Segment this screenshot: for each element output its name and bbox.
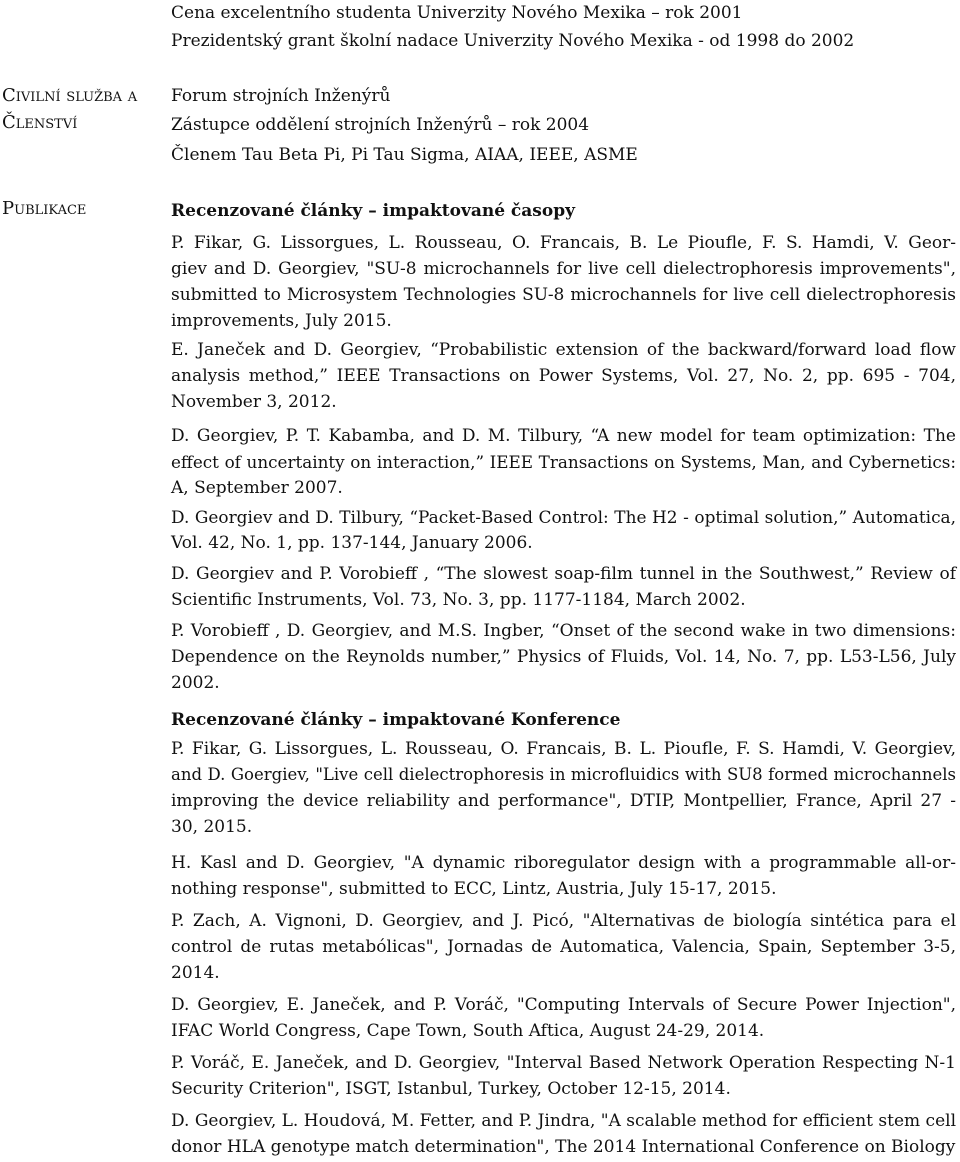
journal-entry xyxy=(171,618,956,696)
journal-entry xyxy=(171,230,956,334)
pub-line: P. Fikar, G. Lissorgues, L. Rousseau, O. Francais, B. L. Pioufle, F. S. Hamdi, V. Georgiev, xyxy=(171,739,956,759)
journal-entry xyxy=(171,504,956,556)
pub-line: Scientific Instruments, Vol. 73, No. 3, pp. 1177-1184, March 2002. xyxy=(171,590,746,610)
award-item: Prezidentský grant školní nadace Univerzity Nového Mexika - od 1998 do 2002 xyxy=(171,31,855,51)
pub-line: D. Georgiev, E. Janeček, and P. Voráč, "Computing Intervals of Secure Power Injection", xyxy=(171,995,956,1015)
pub-line: 30, 2015. xyxy=(171,817,253,837)
pub-line: submitted to Microsystem Technologies SU-8 microchannels for live cell dielectrophoresis xyxy=(171,285,956,305)
service-item: Zástupce oddělení strojních Inženýrů – rok 2004 xyxy=(171,115,590,135)
pub-line: P. Voráč, E. Janeček, and D. Georgiev, "Interval Based Network Operation Respecting N-1 xyxy=(171,1053,956,1073)
pub-line: nothing response", submitted to ECC, Lintz, Austria, July 15-17, 2015. xyxy=(171,879,777,899)
pub-line: Dependence on the Reynolds number,” Physics of Fluids, Vol. 14, No. 7, pp. L53-L56, July xyxy=(171,647,956,667)
pub-line: November 3, 2012. xyxy=(171,392,337,412)
pub-line: improvements, July 2015. xyxy=(171,311,392,331)
section-label-publications: Publikace xyxy=(2,198,87,219)
pub-line: P. Fikar, G. Lissorgues, L. Rousseau, O. Francais, B. Le Pioufle, F. S. Hamdi, V. Geor- xyxy=(171,233,956,253)
pub-line: improving the device reliability and performance", DTIP, Montpellier, France, April 27 - xyxy=(171,791,956,811)
journal-entry xyxy=(171,561,956,613)
pub-line: 2014. xyxy=(171,963,220,983)
pub-line: IFAC World Congress, Cape Town, South Aftica, August 24-29, 2014. xyxy=(171,1021,765,1041)
pub-line: D. Georgiev, L. Houdová, M. Fetter, and P. Jindra, "A scalable method for efficient stem cell xyxy=(171,1111,956,1131)
pub-line: 2002. xyxy=(171,673,220,693)
pub-line: donor HLA genotype match determination", The 2014 International Conference on Biology xyxy=(171,1137,956,1157)
journals-heading: Recenzované články – impaktované časopy xyxy=(171,201,575,221)
pub-line: P. Zach, A. Vignoni, D. Georgiev, and J. Picó, "Alternativas de biología sintética para el xyxy=(171,911,956,931)
pub-line: D. Georgiev, P. T. Kabamba, and D. M. Tilbury, “A new model for team optimization: The xyxy=(171,426,956,446)
pub-line: control de rutas metabólicas", Jornadas de Automatica, Valencia, Spain, September 3-5, xyxy=(171,937,956,957)
pub-line: E. Janeček and D. Georgiev, “Probabilistic extension of the backward/forward load flow xyxy=(171,340,956,360)
service-item: Forum strojních Inženýrů xyxy=(171,86,391,106)
pub-line: A, September 2007. xyxy=(171,478,343,498)
section-label-membership: Členství xyxy=(2,112,78,133)
journal-entry xyxy=(171,423,956,501)
conference-entry xyxy=(171,736,956,840)
conference-entry xyxy=(171,992,956,1044)
pub-line: giev and D. Georgiev, "SU-8 microchannels for live cell dielectrophoresis improvements", xyxy=(171,259,956,279)
pub-line: analysis method,” IEEE Transactions on Power Systems, Vol. 27, No. 2, pp. 695 - 704, xyxy=(171,366,956,386)
pub-line: Security Criterion", ISGT, Istanbul, Turkey, October 12-15, 2014. xyxy=(171,1079,731,1099)
pub-line: and D. Goergiev, "Live cell dielectrophoresis in microfluidics with SU8 formed microchannels xyxy=(171,765,956,784)
conferences-heading: Recenzované články – impaktované Konference xyxy=(171,710,621,730)
conference-entry xyxy=(171,850,956,902)
pub-line: effect of uncertainty on interaction,” IEEE Transactions on Systems, Man, and Cybernetics: xyxy=(171,452,956,472)
pub-line: Vol. 42, No. 1, pp. 137-144, January 2006. xyxy=(171,533,533,553)
award-item: Cena excelentního studenta Univerzity Nového Mexika – rok 2001 xyxy=(171,3,743,23)
pub-line: H. Kasl and D. Georgiev, "A dynamic riboregulator design with a programmable all-or- xyxy=(171,853,956,873)
journal-entry xyxy=(171,337,956,415)
conference-entry xyxy=(171,908,956,986)
section-label-service: Civilní služba a xyxy=(2,85,138,106)
pub-line: D. Georgiev and D. Tilbury, “Packet-Based Control: The H2 - optimal solution,” Automatica, xyxy=(171,507,956,527)
pub-line: D. Georgiev and P. Vorobieff , “The slowest soap-film tunnel in the Southwest,” Review of xyxy=(171,564,956,584)
conference-entry xyxy=(171,1050,956,1102)
service-item: Členem Tau Beta Pi, Pi Tau Sigma, AIAA, IEEE, ASME xyxy=(171,145,638,165)
pub-line: P. Vorobieff , D. Georgiev, and M.S. Ingber, “Onset of the second wake in two dimensions: xyxy=(171,621,956,641)
conference-entry xyxy=(171,1108,956,1160)
